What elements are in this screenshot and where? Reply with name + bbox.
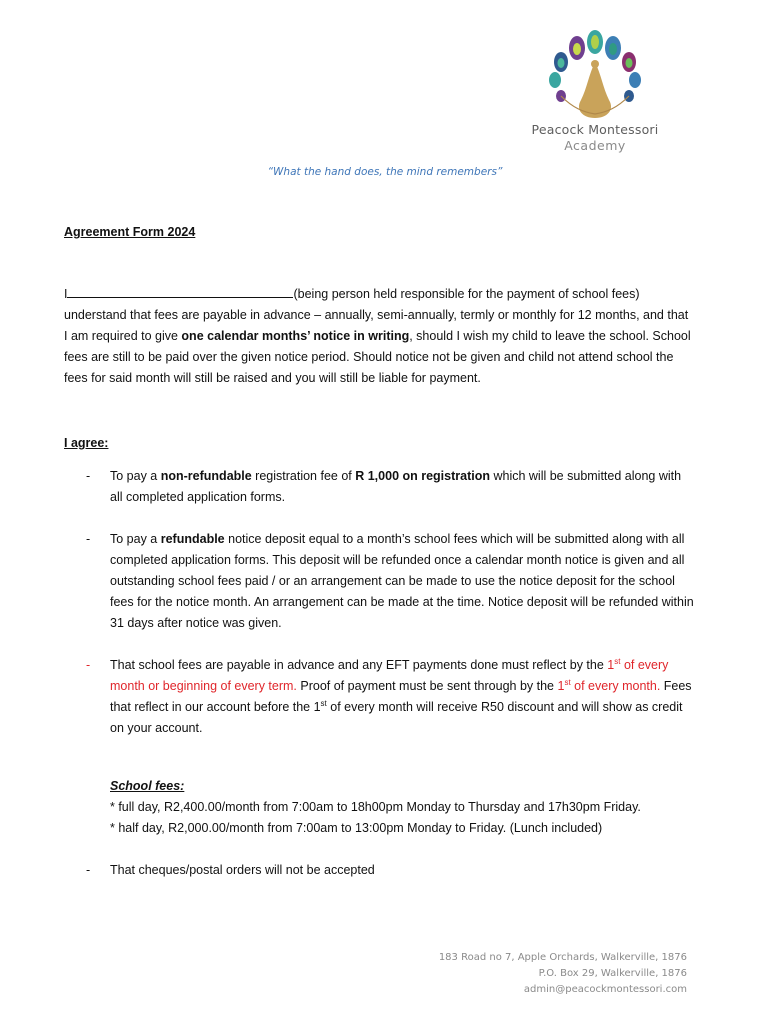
form-title: Agreement Form 2024 <box>64 225 196 239</box>
fee-half-day: * half day, R2,000.00/month from 7:00am to 13:00pm Monday to Friday. (Lunch included) <box>110 821 603 835</box>
logo-school-subtitle: Academy <box>564 138 626 153</box>
agreement-item-registration: To pay a non-refundable registration fee of R 1,000 on registration which will be submitted along with all completed application forms. <box>110 469 682 504</box>
intro-start: I <box>64 287 68 301</box>
logo-school-name: Peacock Montessori <box>531 122 659 137</box>
bullet-dash: - <box>86 469 91 483</box>
footer-address: 183 Road no 7, Apple Orchards, Walkerville, 1876 <box>438 952 687 963</box>
bullet-dash: - <box>86 658 91 672</box>
school-logo <box>525 28 665 120</box>
motto-quote: “What the hand does, the mind remembers” <box>267 166 503 178</box>
bullet-dash: - <box>86 532 91 546</box>
bullet-dash: - <box>86 863 91 877</box>
intro-paragraph <box>64 284 694 389</box>
intro-text-1: (being person held responsible for the payment of school fees) understand that fees are payable in advance – annually, semi-annually, termly or monthly for 12 months, and that I am required to give <box>64 287 689 343</box>
agreement-item-cheques: That cheques/postal orders will not be accepted <box>110 863 375 877</box>
intro-text-2: , should I wish my child to leave the school. School fees are still to be paid over the given notice period. Should notice not be given and child not attend school the fees for said month will still be raised and you will still be liable for payment. <box>64 329 691 385</box>
fee-full-day: * full day, R2,400.00/month from 7:00am to 18h00pm Monday to Thursday and 17h30pm Friday. <box>110 800 641 814</box>
agreement-item-deposit: To pay a refundable notice deposit equal to a month’s school fees which will be submitted along with all completed application forms. This deposit will be refunded once a calendar month notice is given and all outstanding school fees paid / or an arrangement can be made to use the notice deposit for the school fees for the notice month. An arrangement can be made at the time. Notice deposit will be refunded within 31 days after notice was given. <box>110 532 694 630</box>
agreement-item-payment: That school fees are payable in advance and any EFT payments done must reflect by the 1st of every month or beginning of every term. Proof of payment must be sent through by the 1st of every month. Fees that reflect in our account before the 1st of every month will receive R50 discount and will show as credit on your account. <box>110 656 692 735</box>
intro-notice-bold: one calendar months’ notice in writing <box>181 329 410 343</box>
footer-email[interactable]: admin@peacockmontessori.com <box>523 984 687 995</box>
name-blank-line[interactable] <box>67 284 293 298</box>
agree-heading: I agree: <box>64 436 109 450</box>
footer-po-box: P.O. Box 29, Walkerville, 1876 <box>538 968 687 979</box>
school-fees-heading: School fees: <box>110 779 185 793</box>
peacock-logo-icon <box>533 28 657 120</box>
